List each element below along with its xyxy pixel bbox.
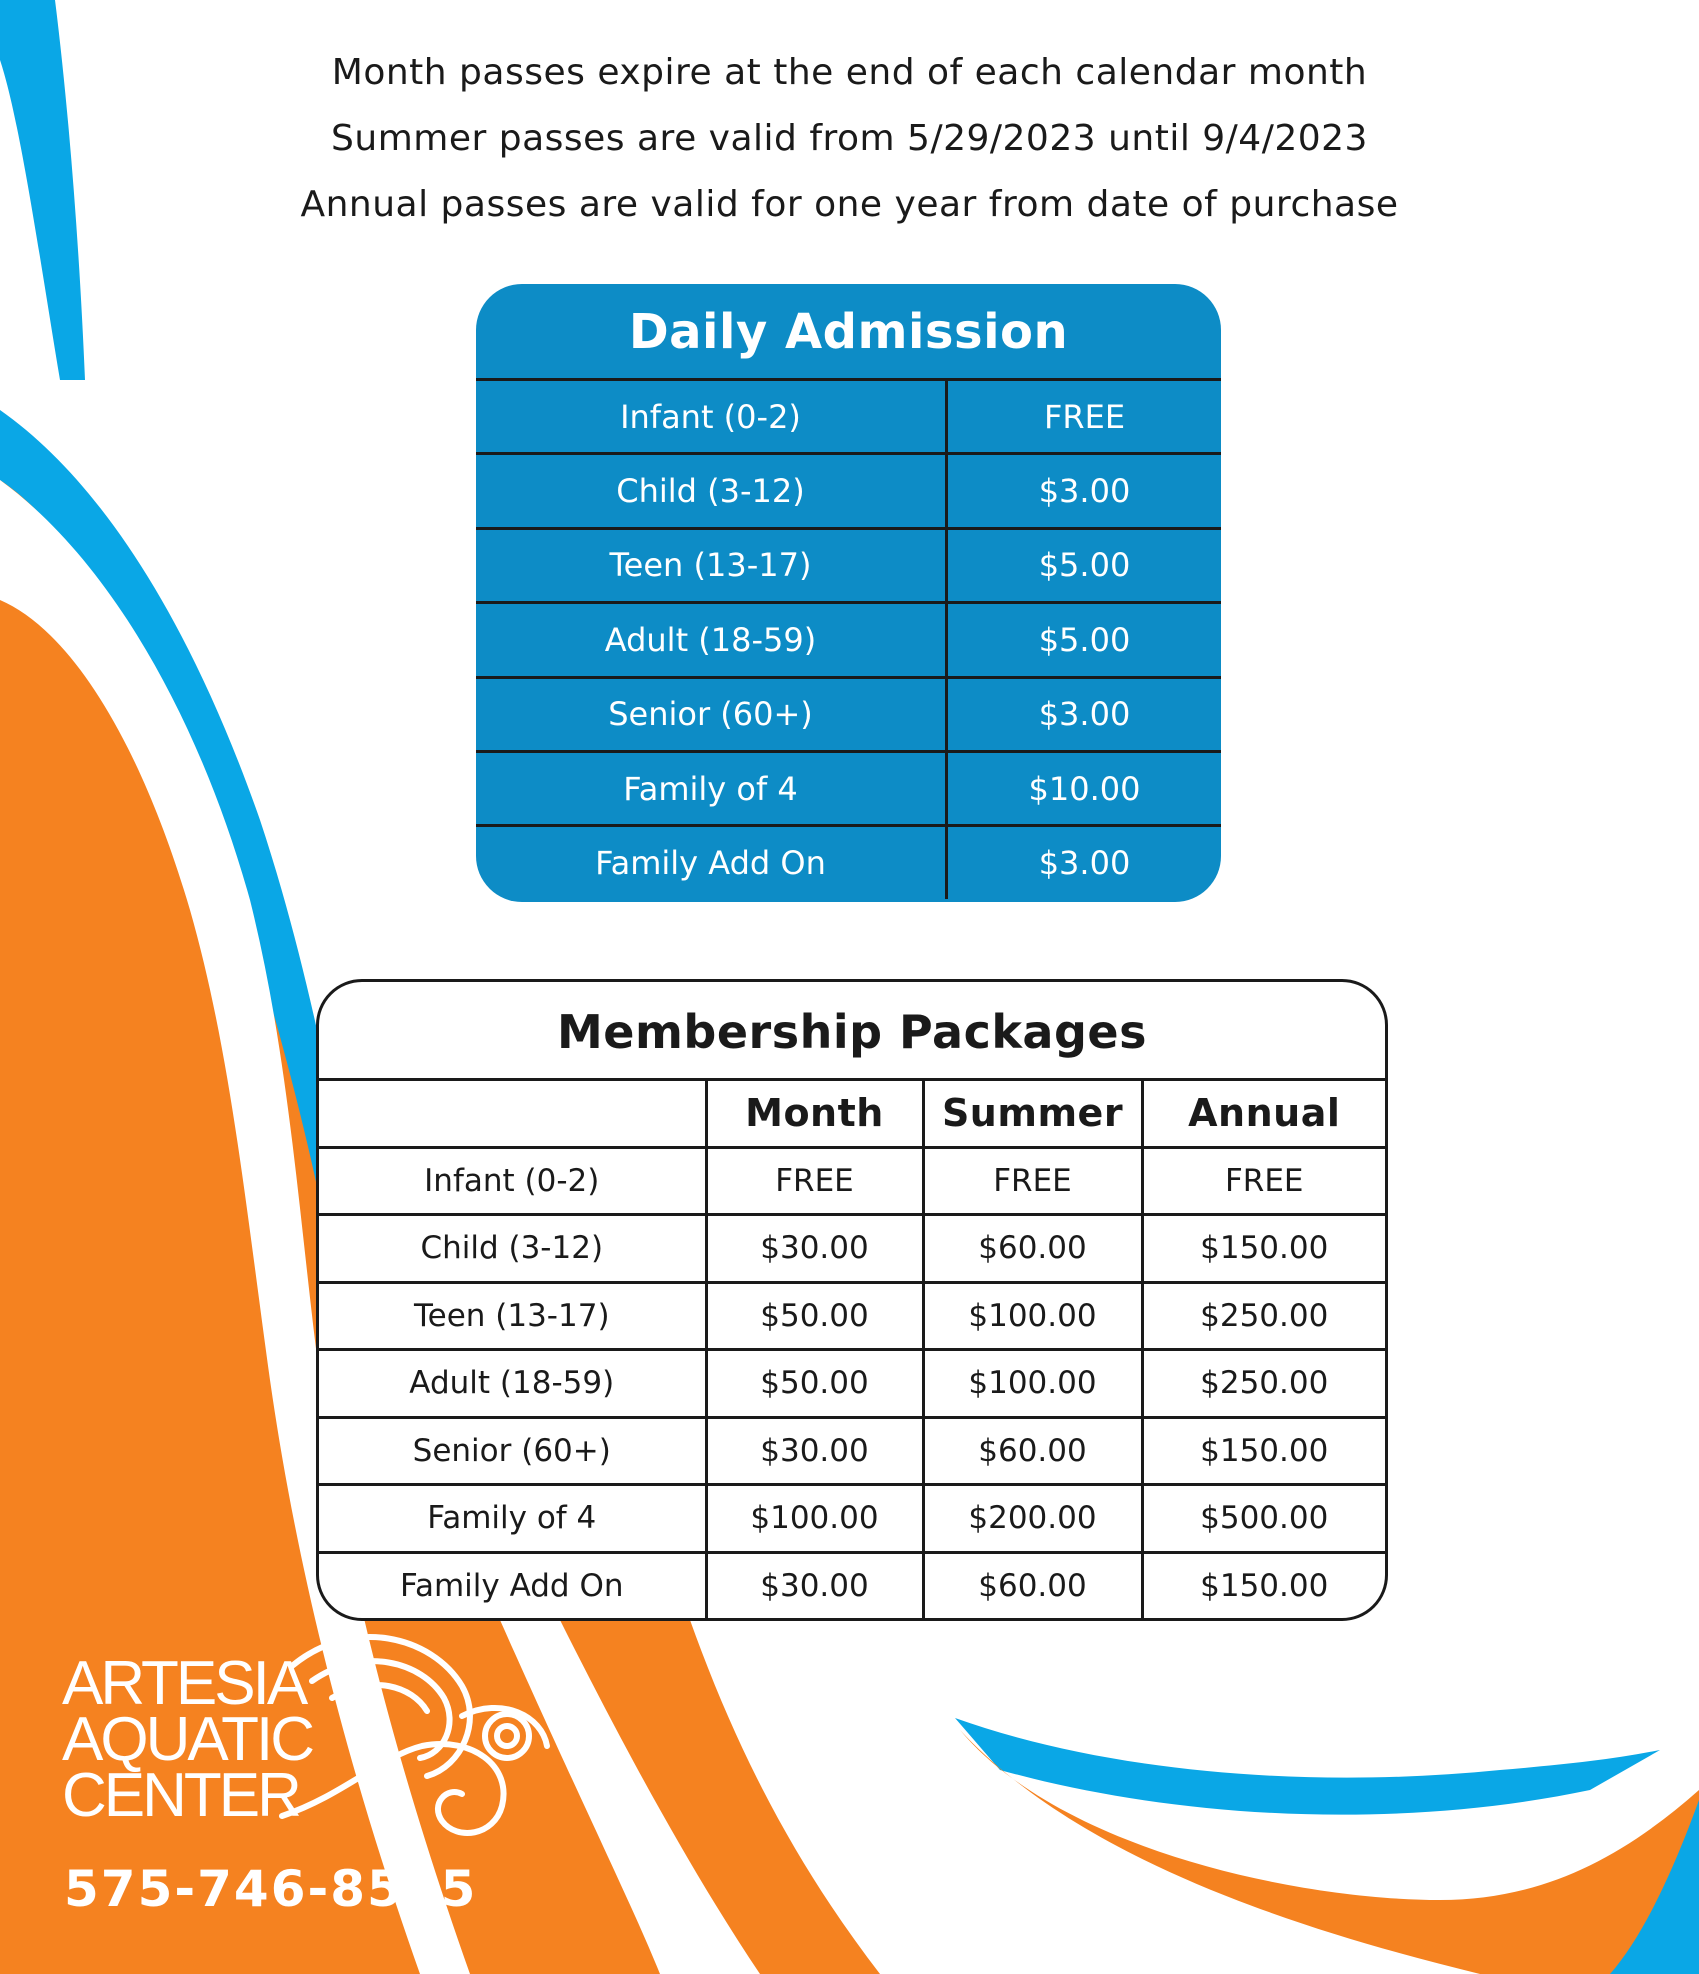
category-cell: Family Add On [319, 1552, 706, 1618]
annual-price-cell: $500.00 [1142, 1485, 1385, 1553]
table-row [476, 381, 1221, 454]
category-cell: Family Add On [476, 826, 947, 899]
annual-price-cell: $150.00 [1142, 1215, 1385, 1283]
daily-admission-table [476, 284, 1221, 902]
summer-price-cell: $60.00 [923, 1215, 1142, 1283]
table-row [319, 1417, 1385, 1485]
table-row [476, 826, 1221, 899]
price-cell: $3.00 [947, 826, 1222, 899]
category-cell: Family of 4 [476, 751, 947, 825]
column-header-empty [319, 1081, 706, 1147]
table-header-row [319, 1081, 1385, 1147]
annual-price-cell: $150.00 [1142, 1552, 1385, 1618]
annual-price-cell: FREE [1142, 1147, 1385, 1215]
category-cell: Senior (60+) [476, 677, 947, 751]
price-cell: FREE [1043, 397, 1126, 436]
column-header-summer: Summer [923, 1081, 1142, 1147]
table-row [319, 1215, 1385, 1283]
table-row [476, 751, 1221, 825]
month-price-cell: $50.00 [706, 1350, 923, 1418]
category-cell: Adult (18-59) [319, 1350, 706, 1418]
summer-price-cell: $100.00 [923, 1350, 1142, 1418]
table-row [319, 1552, 1385, 1618]
month-price-cell: $30.00 [706, 1552, 923, 1618]
summer-price-cell: $100.00 [923, 1282, 1142, 1350]
category-cell: Child (3-12) [476, 454, 947, 528]
table-row [319, 1147, 1385, 1215]
blue-swoosh-right [955, 1718, 1660, 1815]
note-summer: Summer passes are valid from 5/29/2023 until 9/4/2023 [331, 118, 1368, 159]
month-price-cell: $50.00 [706, 1282, 923, 1350]
category-cell: Child (3-12) [319, 1215, 706, 1283]
month-price-cell: $30.00 [706, 1215, 923, 1283]
price-cell: $10.00 [947, 751, 1222, 825]
pass-notes [0, 40, 1699, 238]
table-row [319, 1350, 1385, 1418]
table-row [476, 528, 1221, 602]
summer-price-cell: $60.00 [923, 1552, 1142, 1618]
annual-price-cell: $250.00 [1142, 1282, 1385, 1350]
month-price-cell: FREE [706, 1147, 923, 1215]
table-row [319, 1282, 1385, 1350]
membership-packages-title: Membership Packages [319, 982, 1385, 1081]
table-row [476, 677, 1221, 751]
price-cell: $3.00 [947, 454, 1222, 528]
note-annual: Annual passes are valid for one year from date of purchase [300, 184, 1399, 225]
price-cell: $5.00 [947, 603, 1222, 677]
column-header-annual: Annual [1142, 1081, 1385, 1147]
summer-price-cell: $200.00 [923, 1485, 1142, 1553]
table-row [319, 1485, 1385, 1553]
note-month: Month passes expire at the end of each calendar month [331, 52, 1368, 93]
category-cell: Infant (0-2) [476, 381, 947, 454]
category-cell: Senior (60+) [319, 1417, 706, 1485]
category-cell: Adult (18-59) [476, 603, 947, 677]
logo-line-aquatic: AQUATIC [62, 1705, 312, 1774]
table-row [476, 603, 1221, 677]
category-cell: Teen (13-17) [476, 528, 947, 602]
month-price-cell: $100.00 [706, 1485, 923, 1553]
category-cell: Teen (13-17) [319, 1282, 706, 1350]
logo-line-artesia: ARTESIA [62, 1649, 306, 1718]
daily-admission-title: Daily Admission [476, 284, 1221, 381]
wave-swirl-icon [262, 1626, 562, 1846]
column-header-month: Month [706, 1081, 923, 1147]
artesia-aquatic-center-logo [62, 1649, 312, 1830]
category-cell: Family of 4 [319, 1485, 706, 1553]
phone-number: 575-746-8525 [64, 1860, 478, 1918]
price-cell: $5.00 [947, 528, 1222, 602]
logo-line-center: CENTER [62, 1761, 299, 1830]
table-row [476, 454, 1221, 528]
membership-packages-table [316, 979, 1388, 1621]
annual-price-cell: $150.00 [1142, 1417, 1385, 1485]
summer-price-cell: $60.00 [923, 1417, 1142, 1485]
summer-price-cell: FREE [923, 1147, 1142, 1215]
annual-price-cell: $250.00 [1142, 1350, 1385, 1418]
category-cell: Infant (0-2) [319, 1147, 706, 1215]
price-cell: $3.00 [947, 677, 1222, 751]
month-price-cell: $30.00 [706, 1417, 923, 1485]
